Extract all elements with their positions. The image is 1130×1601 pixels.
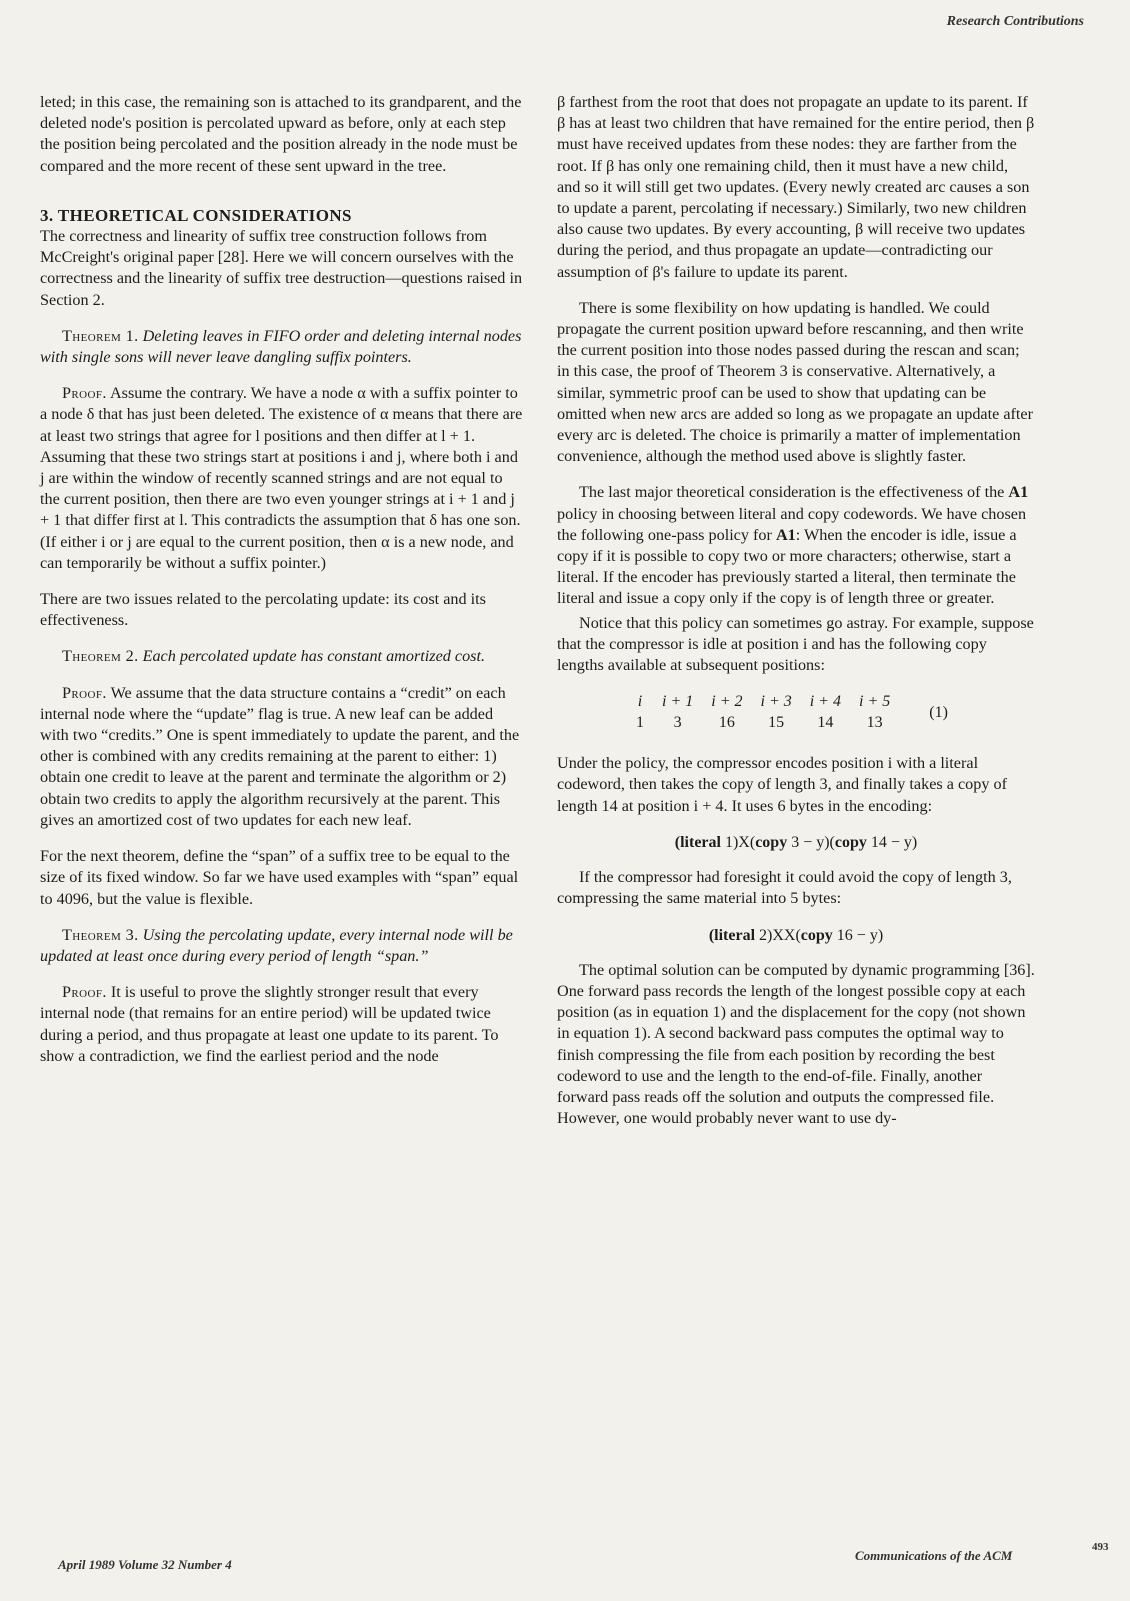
codeword-arg: 14 − y) <box>866 833 918 851</box>
equation-cell: i + 4 <box>809 693 841 711</box>
footer-journal: Communications of the ACM <box>855 1548 1013 1563</box>
text-run: : When the encoder is idle, issue a copy if it is possible to copy two or more characters; otherwise, start a literal. If the encoder has previously started a literal, then terminate the literal and issue a copy only if the copy is of length three or greater. <box>557 525 1017 608</box>
paragraph: The optimal solution can be computed by dynamic programming [36]. One forward pass records the length of the longest possible copy at each position (as in equation 1) and the displacement for the copy (not shown in equation 1). A second backward pass computes the optimal way to finish compressing the file from each position by recording the best codeword to use and the length to the end-of-file. Finally, another forward pass reads off the solution and outputs the compressed file. However, one would probably never want to use dy- <box>557 960 1035 1128</box>
equation-cell: 16 <box>718 714 735 732</box>
paragraph: There are two issues related to the percolating update: its cost and its effectiveness. <box>40 590 486 630</box>
proof-label: Proof. <box>62 683 107 702</box>
equation-cell: 3 <box>673 714 682 732</box>
codeword: (literal <box>674 833 721 851</box>
display-encoding-2 <box>557 925 1035 946</box>
equation-cell: i + 2 <box>711 693 743 711</box>
paragraph: β farthest from the root that does not propagate an update to its parent. If β has at least two children that have remained for the entire period, then β must have received updates from these nodes: they are farther from the root. If β has only one remaining child, then it must have a new child, and so it will still get two updates. (Every newly created arc causes a son to update a parent, percolating if necessary.) Similarly, two new children also cause two updates. By every accounting, β will receive two updates during the period, and thus propagate an update—contradicting our assumption of β's failure to update its parent. <box>557 93 1035 281</box>
theorem-2 <box>40 646 525 667</box>
proof-3 <box>40 982 525 1067</box>
codeword: (literal <box>708 926 756 944</box>
proof-label: Proof. <box>62 384 107 403</box>
equation-cell: i + 1 <box>662 693 694 711</box>
text-run: The last major theoretical consideration is the effectiveness of the <box>579 483 1005 502</box>
theorem-label: Theorem 1. <box>62 326 139 345</box>
equation-1 <box>627 691 957 733</box>
proof-text: It is useful to prove the slightly stronger result that every internal node (that remains for an entire period) will be updated twice during a period, and thus propagate at least one update to its parent. To show a contradiction, we find the earliest period and the node <box>40 983 499 1065</box>
codeword: copy <box>800 926 833 944</box>
display-encoding-1 <box>557 832 1035 853</box>
theorem-text: Deleting leaves in FIFO order and deleting internal nodes with single sons will never leave dangling suffix pointers. <box>40 326 522 367</box>
proof-2 <box>40 683 525 831</box>
paragraph: The correctness and linearity of suffix tree construction follows from McCreight's original paper [28]. Here we will concern ourselves with the correctness and the linearity of suffix tree destruction—questions raised in Section 2. <box>40 227 523 309</box>
paragraph: If the compressor had foresight it could avoid the copy of length 3, compressing the same material into 5 bytes: <box>557 868 1012 908</box>
page-number: 493 <box>1092 1541 1109 1553</box>
theorem-text: Each percolated update has constant amortized cost. <box>142 647 486 666</box>
policy-name: A1 <box>1008 483 1029 502</box>
right-column <box>557 92 1035 1144</box>
paragraph: Notice that this policy can sometimes go astray. For example, suppose that the compressor is idle at position i and has the following copy lengths available at subsequent positions: <box>557 613 1034 675</box>
proof-text: Assume the contrary. We have a node α with a suffix pointer to a node δ that has just been deleted. The existence of α means that there are at least two strings that agree for l positions and then differ at l + 1. Assuming that these two strings start at positions i and j, where both i and j are within the window of recently scanned strings and are not equal to the current position, then there are two even younger strings at i + 1 and j + 1 that differ first at l. This contradicts the assumption that δ has one son. (If either i or j are equal to the current position, then α is a new node, and can temporarily be without a suffix pointer.) <box>40 384 523 572</box>
equation-cell: 15 <box>768 714 785 732</box>
left-column <box>40 92 525 1082</box>
equation-cell: i <box>637 693 643 711</box>
paragraph: There is some flexibility on how updating is handled. We could propagate the current position upward before rescanning, and then write the current position into those nodes passed during the rescan and scan; in this case, the proof of Theorem 3 is conservative. Alternatively, a similar, symmetric proof can be used to show that updating can be omitted when new arcs are added so long as we propagate an update after every arc is deleted. The choice is primarily a matter of implementation convenience, although the method used above is slightly faster. <box>557 298 1033 466</box>
proof-label: Proof. <box>62 983 107 1002</box>
theorem-1 <box>40 326 525 368</box>
codeword-arg: 16 − y) <box>832 926 884 944</box>
section-heading: 3. THEORETICAL CONSIDERATIONS <box>40 205 352 225</box>
running-head: Research Contributions <box>946 14 1084 29</box>
policy-name: A1 <box>775 525 796 544</box>
equation-row-positions <box>627 691 957 712</box>
codeword-arg: 1)X( <box>720 833 756 851</box>
equation-cell: 14 <box>817 714 834 732</box>
equation-cell: i + 3 <box>760 693 792 711</box>
equation-number: (1) <box>929 703 948 721</box>
theorem-text: Using the percolating update, every internal node will be updated at least once during every period of length “span.” <box>40 925 513 965</box>
paragraph: Under the policy, the compressor encodes position i with a literal codeword, then takes the copy of length 3, and finally takes a copy of length 14 at position i + 4. It uses 6 bytes in the encoding: <box>557 754 1007 815</box>
footer-issue: April 1989 Volume 32 Number 4 <box>58 1557 232 1572</box>
paragraph <box>557 482 1035 609</box>
equation-cell: 13 <box>866 714 883 732</box>
theorem-label: Theorem 3. <box>62 925 139 944</box>
text-run: policy in choosing between literal and copy codewords. We have chosen the following one-pass policy for <box>557 504 1027 544</box>
proof-text: We assume that the data structure contains a “credit” on each internal node where the “update” flag is true. A new leaf can be added with two “credits.” One is spent immediately to update the parent, and the other is combined with any credits remaining at the parent to either: 1) obtain one credit to leave at the parent and terminate the algorithm or 2) obtain two credits to apply the algorithm recursively at the parent. This gives an amortized cost of two updates for each new leaf. <box>40 683 520 829</box>
paragraph: leted; in this case, the remaining son is attached to its grandparent, and the deleted node's position is percolated upward as before, only at each step the position being percolated and the position already in the node must be compared and the more recent of these sent upward in the tree. <box>40 93 522 175</box>
codeword: copy <box>834 833 867 851</box>
proof-1 <box>40 383 525 574</box>
theorem-label: Theorem 2. <box>62 647 139 666</box>
theorem-3 <box>40 925 525 967</box>
codeword-arg: 2)XX( <box>755 926 801 944</box>
equation-cell: 1 <box>636 714 644 732</box>
equation-cell: i + 5 <box>859 693 891 711</box>
paragraph: For the next theorem, define the “span” of a suffix tree to be equal to the size of its fixed window. So far we have used examples with “span” equal to 4096, but the value is flexible. <box>40 847 519 908</box>
codeword: copy <box>755 833 788 851</box>
codeword-arg: 3 − y)( <box>787 833 835 851</box>
